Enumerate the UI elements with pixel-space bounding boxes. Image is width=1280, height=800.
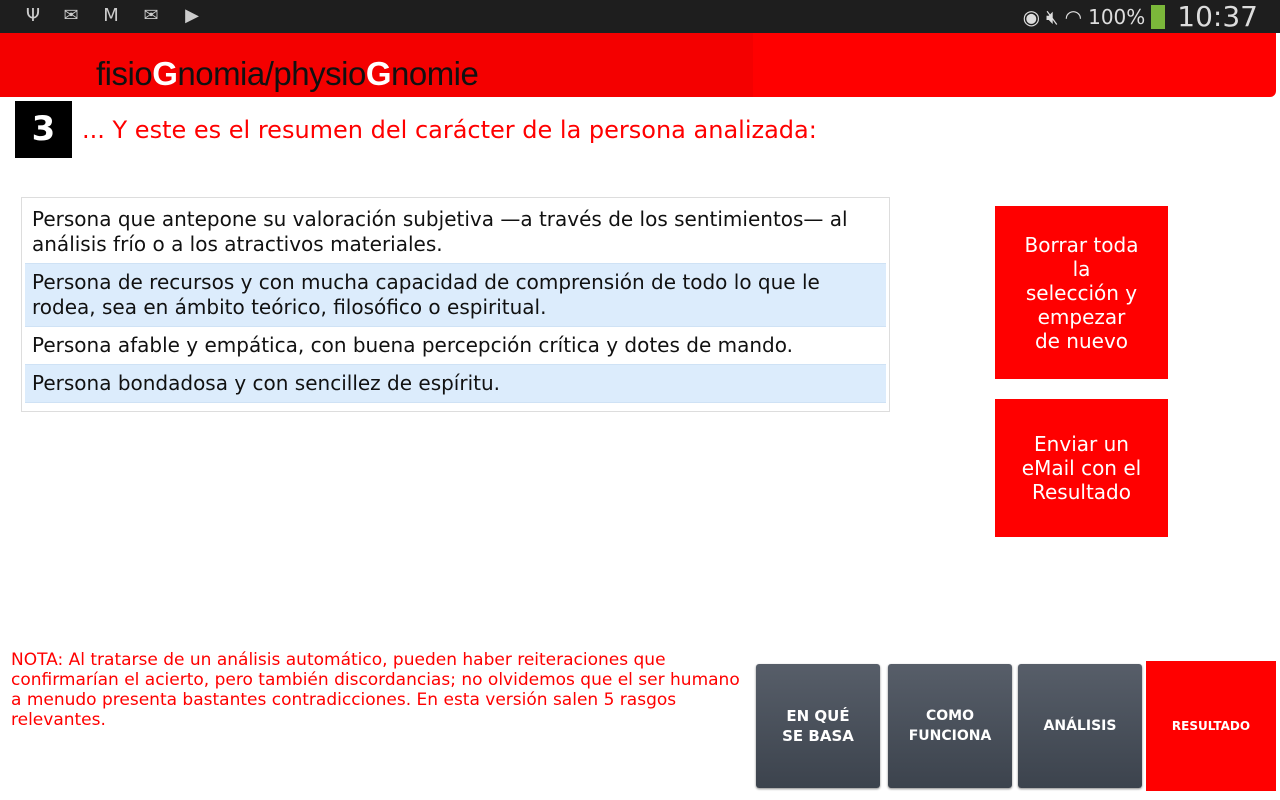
battery-icon bbox=[1151, 5, 1165, 29]
note-text: NOTA: Al tratarse de un análisis automático, pueden haber reiteraciones que confirmarían el acierto, pero también discordancias; no olvidemos que el ser humano a menudo presenta bastantes contradicciones. En esta versión salen 5 rasgos relevantes. bbox=[11, 650, 740, 730]
email-icon: ✉ bbox=[143, 5, 159, 26]
battery-percent: 100% bbox=[1088, 4, 1146, 29]
nav-result-button[interactable]: RESULTADO bbox=[1146, 661, 1276, 791]
reset-button[interactable]: Borrar toda la selección y empezar de nuevo bbox=[995, 206, 1168, 379]
nav-basis-button[interactable]: EN QUÉ SE BASA bbox=[756, 664, 880, 788]
list-item: Persona bondadosa y con sencillez de espíritu. bbox=[25, 364, 886, 403]
nav-analysis-button[interactable]: ANÁLISIS bbox=[1018, 664, 1142, 788]
mute-icon: 🔇︎ bbox=[1046, 4, 1059, 29]
app-header bbox=[0, 33, 1276, 97]
gmail-icon: M bbox=[103, 5, 119, 26]
nav-how-button[interactable]: COMO FUNCIONA bbox=[888, 664, 1012, 788]
clock: 10:37 bbox=[1177, 0, 1258, 33]
email-result-button[interactable]: Enviar un eMail con el Resultado bbox=[995, 399, 1168, 537]
wifi-icon: ◠ bbox=[1064, 4, 1083, 29]
eye-icon: ◉ bbox=[1022, 4, 1041, 29]
list-item: Persona que antepone su valoración subjetiva —a través de los sentimientos— al análisis frío o a los atractivos materiales. bbox=[32, 207, 848, 256]
list-item: Persona de recursos y con mucha capacidad de comprensión de todo lo que le rodea, sea en ámbito teórico, filosófico o espiritual. bbox=[25, 263, 886, 327]
play-store-icon: ▶ bbox=[185, 5, 199, 26]
status-bar bbox=[0, 0, 1280, 33]
email-icon: ✉ bbox=[63, 5, 79, 26]
usb-icon: Ψ bbox=[25, 5, 41, 26]
app-logo: fisioGnomia/physioGnomie bbox=[96, 55, 479, 92]
step-number: 3 bbox=[15, 101, 72, 158]
results-list bbox=[21, 197, 890, 412]
page-title: ... Y este es el resumen del carácter de la persona analizada: bbox=[82, 116, 817, 144]
list-item: Persona afable y empática, con buena percepción crítica y dotes de mando. bbox=[32, 333, 793, 357]
